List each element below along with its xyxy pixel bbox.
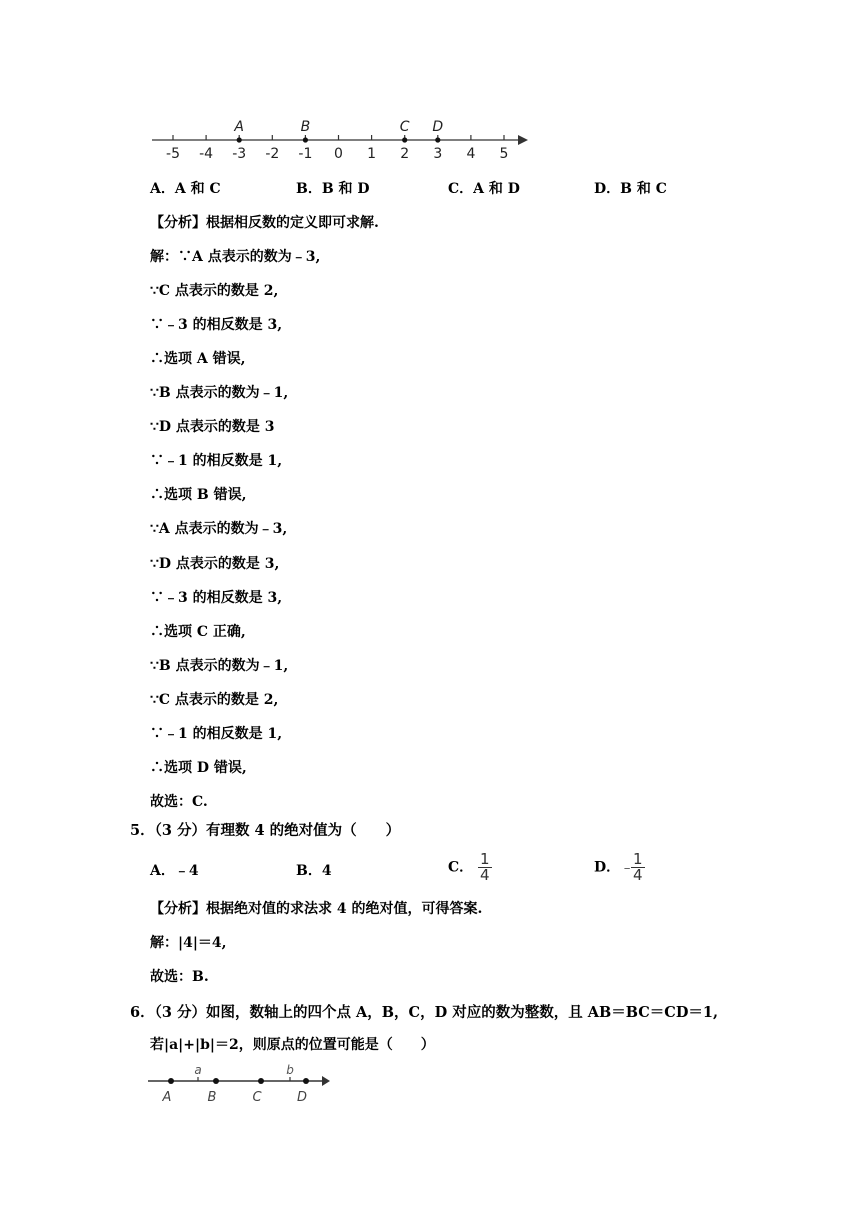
solution-line: 【分析】根据相反数的定义即可求解. xyxy=(150,215,379,231)
tick-label: -4 xyxy=(199,146,214,162)
number-line-arrow xyxy=(518,135,528,145)
tick-label: -1 xyxy=(298,146,313,162)
solution-line: ∵D 点表示的数是 3 xyxy=(150,419,275,436)
q5-answer: 故选：B. xyxy=(150,969,209,985)
point-a-dot xyxy=(168,1078,174,1084)
solution-line: ∵﹣1 的相反数是 1, xyxy=(150,453,283,470)
q5-analysis: 【分析】根据绝对值的求法求 4 的绝对值，可得答案. xyxy=(150,901,483,917)
number-line-figure-1 xyxy=(140,110,540,170)
q5-option-a: A．﹣4 xyxy=(150,863,199,879)
fraction-numerator: 1 xyxy=(480,850,490,868)
tick-label: -3 xyxy=(232,146,247,162)
point-d-dot xyxy=(303,1078,309,1084)
solution-line: ∵B 点表示的数为﹣1, xyxy=(150,657,289,674)
tick-label: 5 xyxy=(499,146,509,162)
q4-option-b: B．B 和 D xyxy=(296,181,370,197)
tick-label: 4 xyxy=(466,146,476,162)
point-d-label: D xyxy=(296,1090,308,1105)
q5-option-b: B．4 xyxy=(296,863,332,879)
point-b-label: B xyxy=(300,119,311,135)
solution-line: ∴选项 A 错误, xyxy=(150,351,246,368)
q5-option-d-sign: ﹣ xyxy=(620,859,635,876)
mark-a-label: a xyxy=(194,1063,202,1077)
q4-option-d: D．B 和 C xyxy=(594,181,667,197)
q5-stem: 5．（3 分）有理数 4 的绝对值为（ ） xyxy=(130,822,401,839)
q5-option-d-fraction xyxy=(631,852,645,883)
tick-label: -5 xyxy=(166,146,180,162)
mark-b-label: b xyxy=(286,1063,294,1077)
q5-option-c-fraction xyxy=(478,852,492,883)
tick-label: 1 xyxy=(367,146,377,162)
point-b-dot xyxy=(303,137,308,142)
solution-line: ∵C 点表示的数是 2, xyxy=(150,691,279,708)
point-c-dot xyxy=(258,1078,264,1084)
solution-line: ∴选项 B 错误, xyxy=(150,487,247,504)
point-d-dot xyxy=(435,137,440,142)
solution-line: 故选：C. xyxy=(150,793,208,810)
tick-label: 0 xyxy=(334,146,343,162)
point-c-label: C xyxy=(399,119,410,135)
q5-option-d-label: D． xyxy=(594,859,621,876)
point-a-label: A xyxy=(162,1090,172,1105)
solution-line: ∵﹣1 的相反数是 1, xyxy=(150,725,283,742)
q5-option-d xyxy=(594,852,645,883)
q4-option-a: A．A 和 C xyxy=(150,181,221,197)
point-d-label: D xyxy=(432,119,444,135)
q6-stem-line-1: 6．（3 分）如图，数轴上的四个点 A，B，C，D 对应的数为整数，且 AB＝BC＝CD＝1, xyxy=(130,1004,719,1021)
number-line-arrow xyxy=(322,1076,330,1086)
tick-label: 2 xyxy=(400,146,410,162)
solution-line: ∴选项 C 正确, xyxy=(150,623,246,640)
q5-option-c xyxy=(448,852,492,883)
solution-line: ∵﹣3 的相反数是 3, xyxy=(150,589,283,606)
solution-line: ∵C 点表示的数是 2, xyxy=(150,283,279,300)
point-a-label: A xyxy=(234,119,244,135)
fraction-denominator: 4 xyxy=(633,866,643,884)
q6-stem-line-2: 若|a|+|b|＝2，则原点的位置可能是（ ） xyxy=(150,1037,435,1053)
solution-line: ∵D 点表示的数是 3, xyxy=(150,555,280,572)
q4-option-c: C．A 和 D xyxy=(448,181,520,197)
solution-line: ∵A 点表示的数为﹣3, xyxy=(150,521,288,538)
fraction-denominator: 4 xyxy=(480,866,490,884)
tick-label: 3 xyxy=(433,146,443,162)
solution-line: ∵﹣3 的相反数是 3, xyxy=(150,317,283,334)
q5-option-c-label: C． xyxy=(448,859,474,876)
point-b-label: B xyxy=(207,1090,217,1105)
tick-label: -2 xyxy=(265,146,280,162)
solution-line: 解：∵A 点表示的数为﹣3, xyxy=(150,249,321,266)
number-line-figure-2 xyxy=(146,1060,336,1108)
point-a-dot xyxy=(237,137,242,142)
point-c-label: C xyxy=(252,1090,262,1105)
point-b-dot xyxy=(213,1078,219,1084)
point-c-dot xyxy=(402,137,407,142)
solution-line: ∴选项 D 错误, xyxy=(150,759,247,776)
solution-line: ∵B 点表示的数为﹣1, xyxy=(150,385,289,402)
fraction-numerator: 1 xyxy=(633,850,643,868)
q5-solution: 解：|4|＝4, xyxy=(150,935,227,951)
